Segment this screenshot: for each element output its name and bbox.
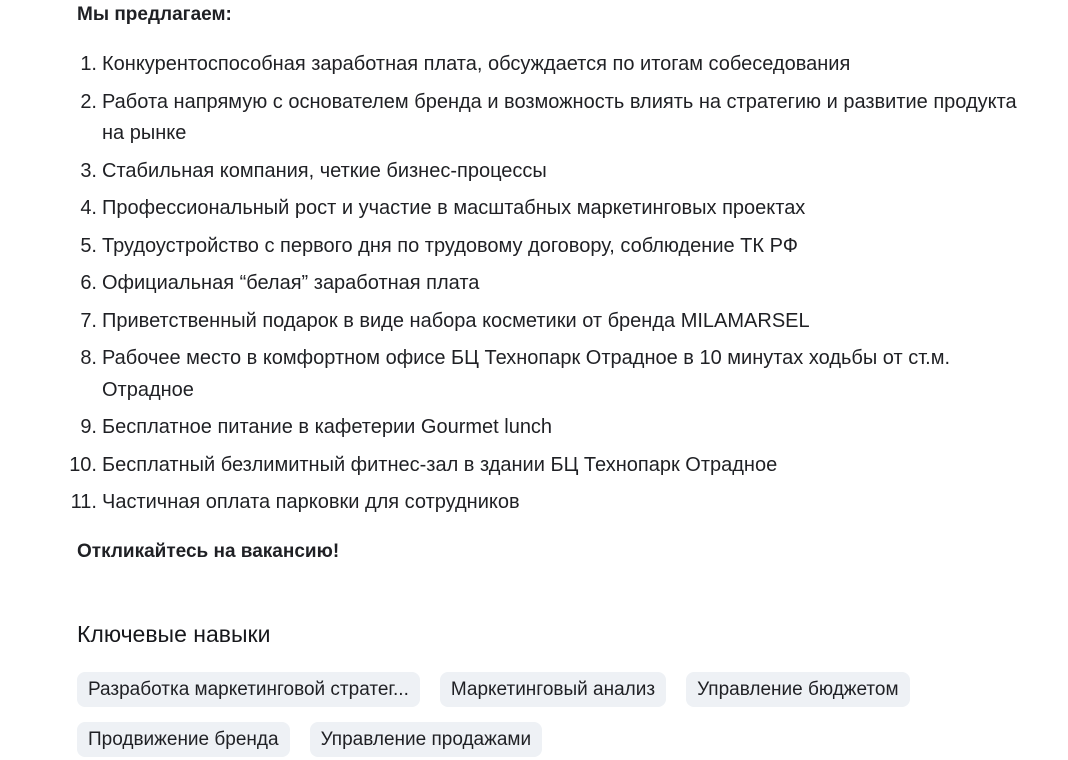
list-item-text: Официальная “белая” заработная плата xyxy=(102,272,480,294)
list-item xyxy=(77,49,1037,81)
skill-tag[interactable]: Продвижение бренда xyxy=(77,722,290,757)
list-item-number: 9. xyxy=(80,416,97,438)
list-item xyxy=(77,231,1037,263)
list-item-text: Частичная оплата парковки для сотрудников xyxy=(102,491,520,513)
list-item-text: Конкурентоспособная заработная плата, обсуждается по итогам собеседования xyxy=(102,53,851,75)
list-item-text: Рабочее место в комфортном офисе БЦ Технопарк Отрадное в 10 минутах ходьбы от ст.м. Отрадное xyxy=(102,347,950,401)
list-item-text: Стабильная компания, четкие бизнес-процессы xyxy=(102,159,547,182)
list-item-number: 2. xyxy=(80,90,97,113)
list-item-number: 5. xyxy=(80,234,97,257)
offer-heading: Мы предлагаем: xyxy=(77,4,232,25)
list-item-number: 1. xyxy=(80,53,97,75)
list-item xyxy=(70,487,1037,519)
key-skills-list xyxy=(77,672,1037,757)
list-item-number: 7. xyxy=(80,309,97,332)
list-item xyxy=(77,87,1037,150)
list-item-text: Бесплатный безлимитный фитнес-зал в здании БЦ Технопарк Отрадное xyxy=(102,453,778,476)
list-item-text: Работа напрямую с основателем бренда и возможность влиять на стратегию и развитие продукта на рынке xyxy=(102,90,1017,144)
list-item-number: 10. xyxy=(69,453,97,476)
list-item xyxy=(77,343,1037,406)
list-item xyxy=(77,268,1037,300)
list-item-number: 3. xyxy=(80,159,97,182)
list-item xyxy=(77,412,1037,444)
list-item-text: Трудоустройство с первого дня по трудовому договору, соблюдение ТК РФ xyxy=(102,234,798,257)
list-item xyxy=(69,450,1037,482)
key-skills-title: Ключевые навыки xyxy=(77,621,271,647)
list-item-number: 6. xyxy=(80,272,97,294)
skill-tag[interactable]: Управление бюджетом xyxy=(686,672,909,707)
list-item-number: 8. xyxy=(80,347,97,369)
list-item-number: 4. xyxy=(80,197,97,219)
call-to-action: Откликайтесь на вакансию! xyxy=(77,541,340,562)
list-item-text: Приветственный подарок в виде набора косметики от бренда MILAMARSEL xyxy=(102,309,810,332)
list-item xyxy=(77,156,1037,188)
offer-list xyxy=(69,49,1037,525)
skill-tag[interactable]: Разработка маркетинговой стратег... xyxy=(77,672,420,707)
list-item-text: Бесплатное питание в кафетерии Gourmet lunch xyxy=(102,416,553,438)
list-item-text: Профессиональный рост и участие в масштабных маркетинговых проектах xyxy=(102,197,806,219)
list-item xyxy=(77,306,1037,338)
list-item-number: 11. xyxy=(70,491,97,513)
skill-tag[interactable]: Маркетинговый анализ xyxy=(440,672,666,707)
skill-tag[interactable]: Управление продажами xyxy=(310,722,543,757)
list-item xyxy=(77,193,1037,225)
